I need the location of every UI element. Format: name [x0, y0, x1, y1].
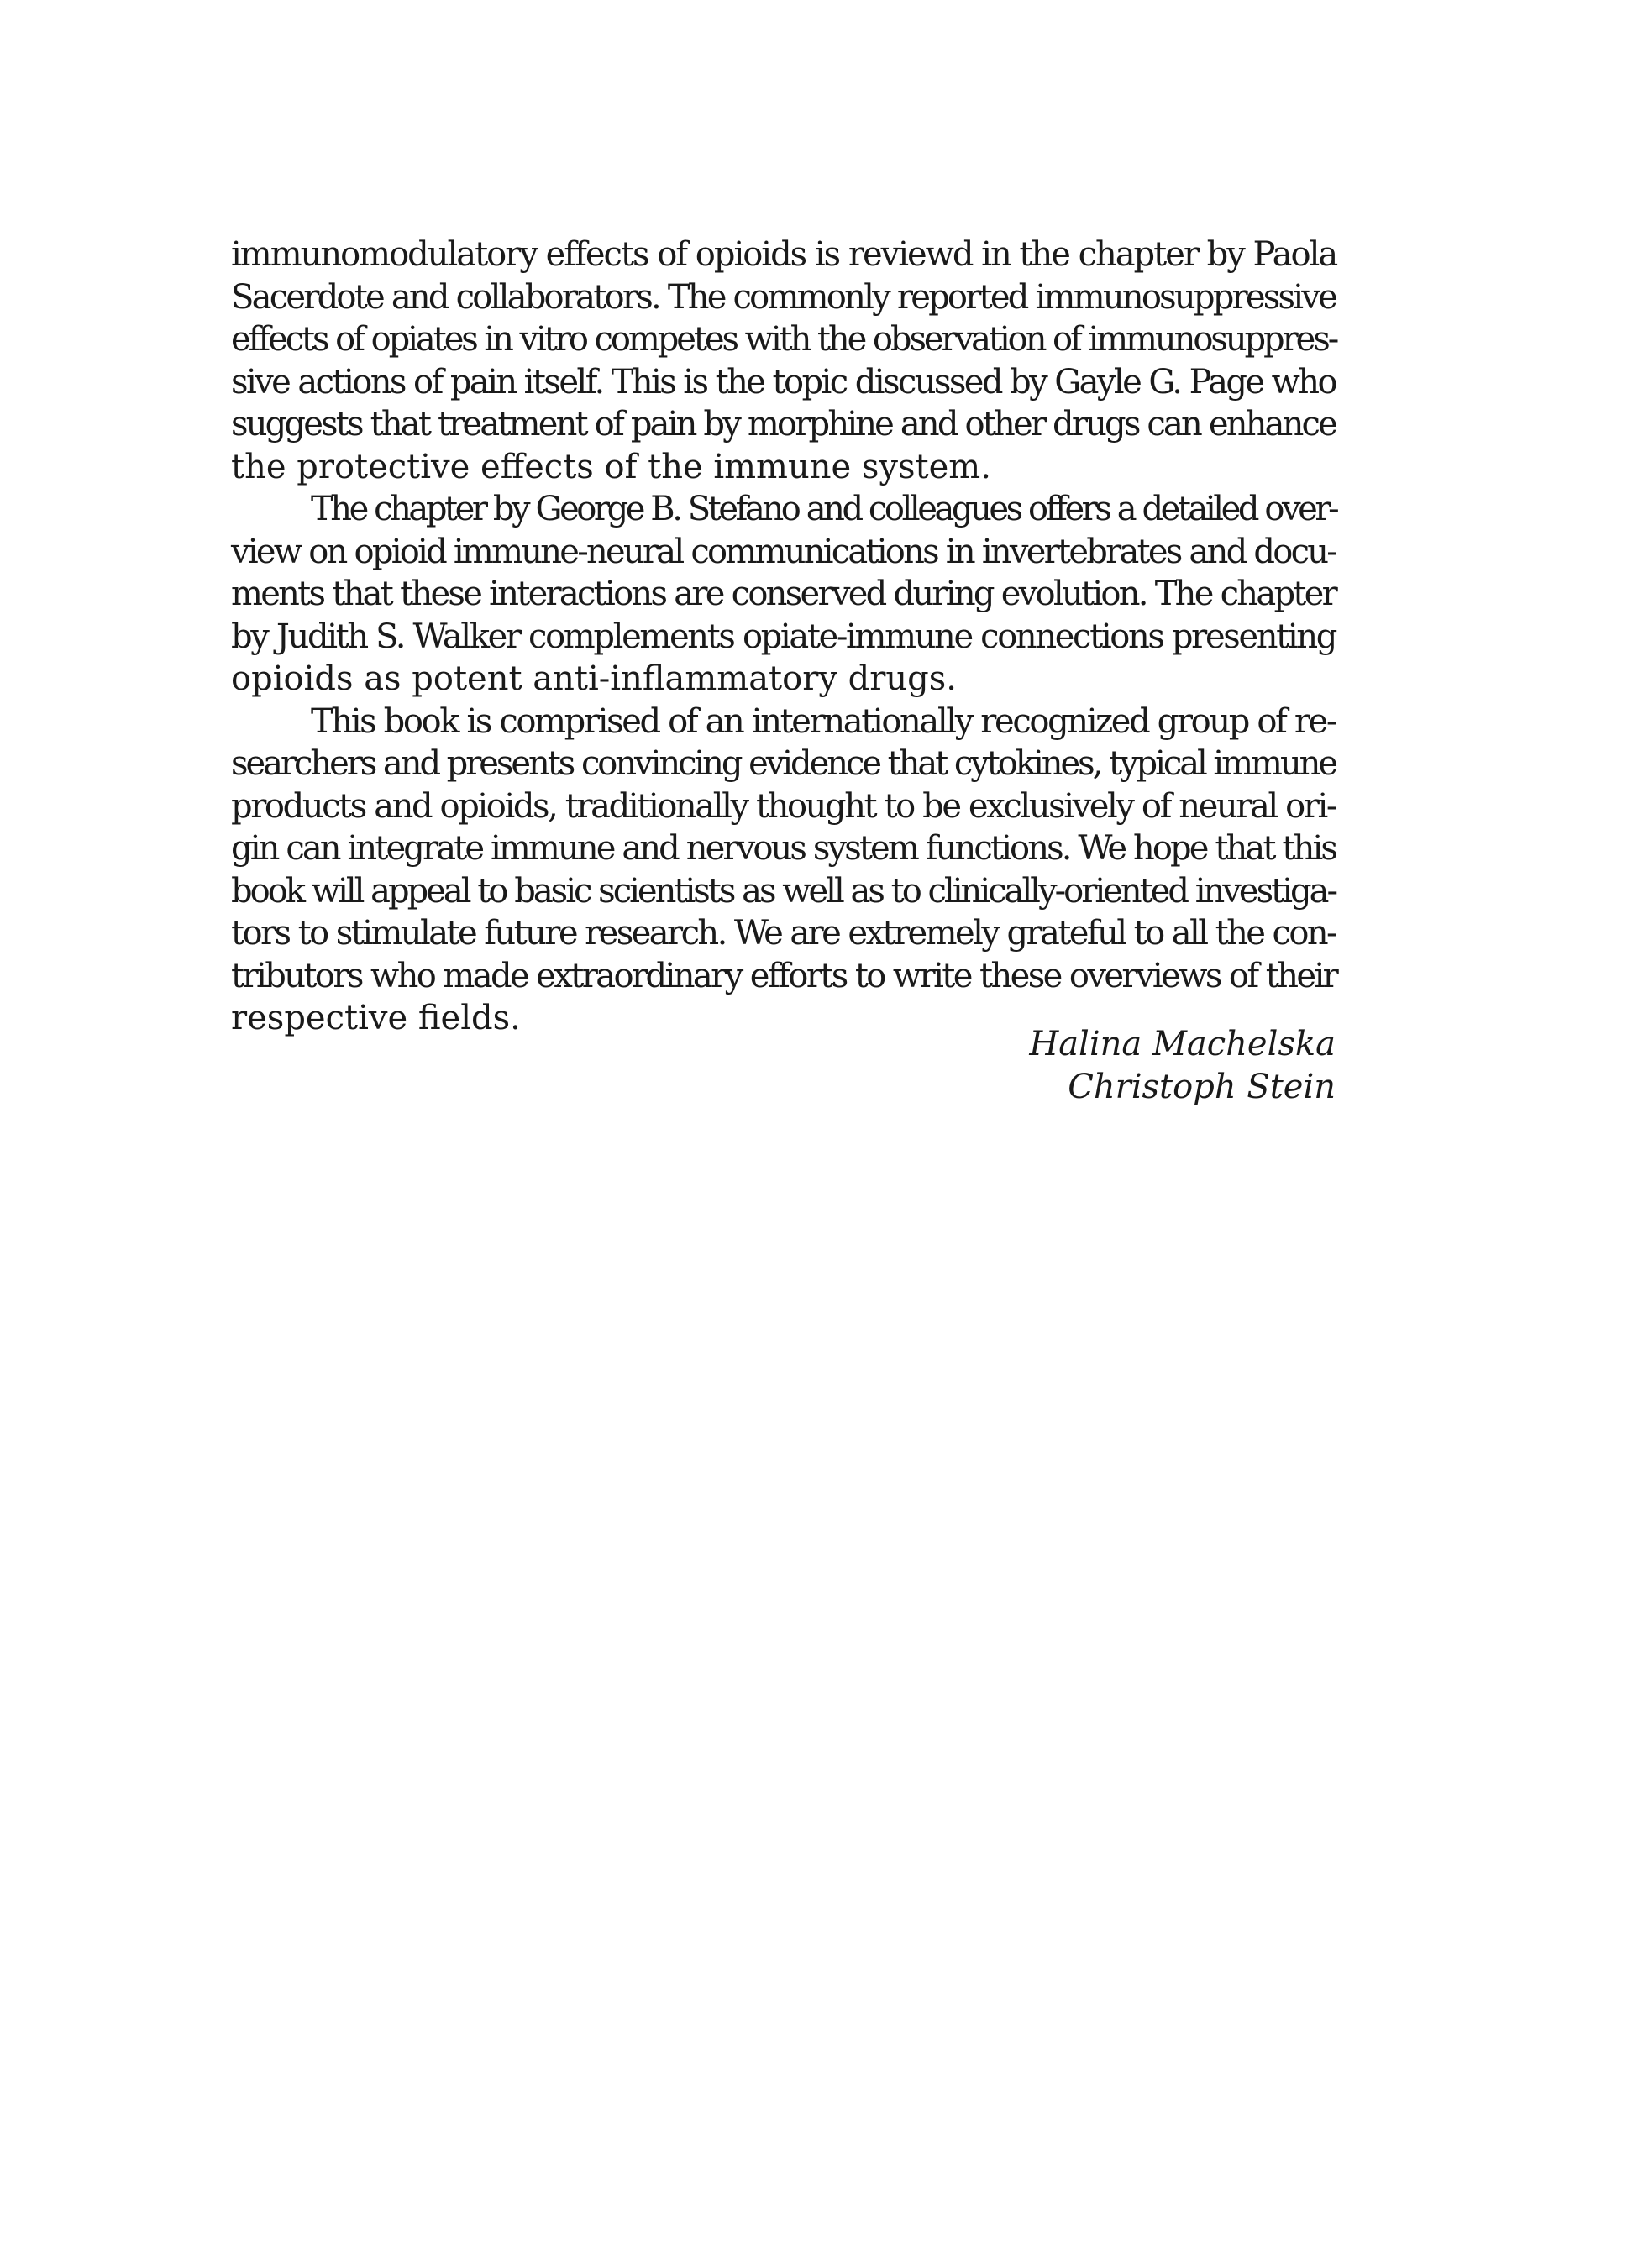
paragraph-2-line: view on opioid immune-neural communications in invertebrates and docu-: [231, 532, 1336, 571]
paragraph-1-line: suggests that treatment of pain by morphine and other drugs can enhance: [231, 405, 1336, 444]
paragraph-1-line: effects of opiates in vitro competes with the observation of immunosuppres-: [231, 320, 1337, 359]
author-signature: Christoph Stein: [1068, 1067, 1336, 1106]
paragraph-2-line: ments that these interactions are conserved during evolution. The chapter: [231, 575, 1336, 613]
paragraph-3-line: tributors who made extraordinary efforts to write these overviews of their: [231, 956, 1337, 995]
paragraph-2-line: by Judith S. Walker complements opiate-immune connections presenting: [231, 617, 1336, 656]
paragraph-1-line: Sacerdote and collaborators. The commonly reported immunosuppressive: [231, 277, 1336, 317]
paragraph-1-line: the protective effects of the immune system.: [231, 447, 991, 486]
signature-block: [231, 1023, 1336, 1108]
paragraph-3-line: searchers and presents convincing evidence that cytokines, typical immune: [231, 744, 1336, 783]
paragraph-3-line: gin can integrate immune and nervous system functions. We hope that this: [231, 829, 1336, 868]
paragraph-3-line: products and opioids, traditionally thought to be exclusively of neural ori-: [231, 786, 1336, 826]
paragraph-2-line: The chapter by George B. Stefano and colleagues offers a detailed over-: [311, 490, 1337, 528]
author-signature: Halina Machelska: [1029, 1025, 1336, 1063]
preface-body: [231, 234, 1336, 1040]
paragraph-3-line: tors to stimulate future research. We are extremely grateful to all the con-: [231, 914, 1336, 953]
paragraph-3-line: This book is comprised of an internationally recognized group of re-: [311, 701, 1336, 741]
paragraph-2-line: opioids as potent anti-inflammatory drugs.: [231, 659, 957, 698]
paragraph-3-line: respective fields.: [231, 999, 521, 1037]
paragraph-1-line: immunomodulatory effects of opioids is reviewd in the chapter by Paola: [231, 235, 1337, 274]
paragraph-1-line: sive actions of pain itself. This is the topic discussed by Gayle G. Page who: [231, 362, 1336, 402]
paragraph-3-line: book will appeal to basic scientists as well as to clinically-oriented investiga-: [231, 871, 1336, 911]
